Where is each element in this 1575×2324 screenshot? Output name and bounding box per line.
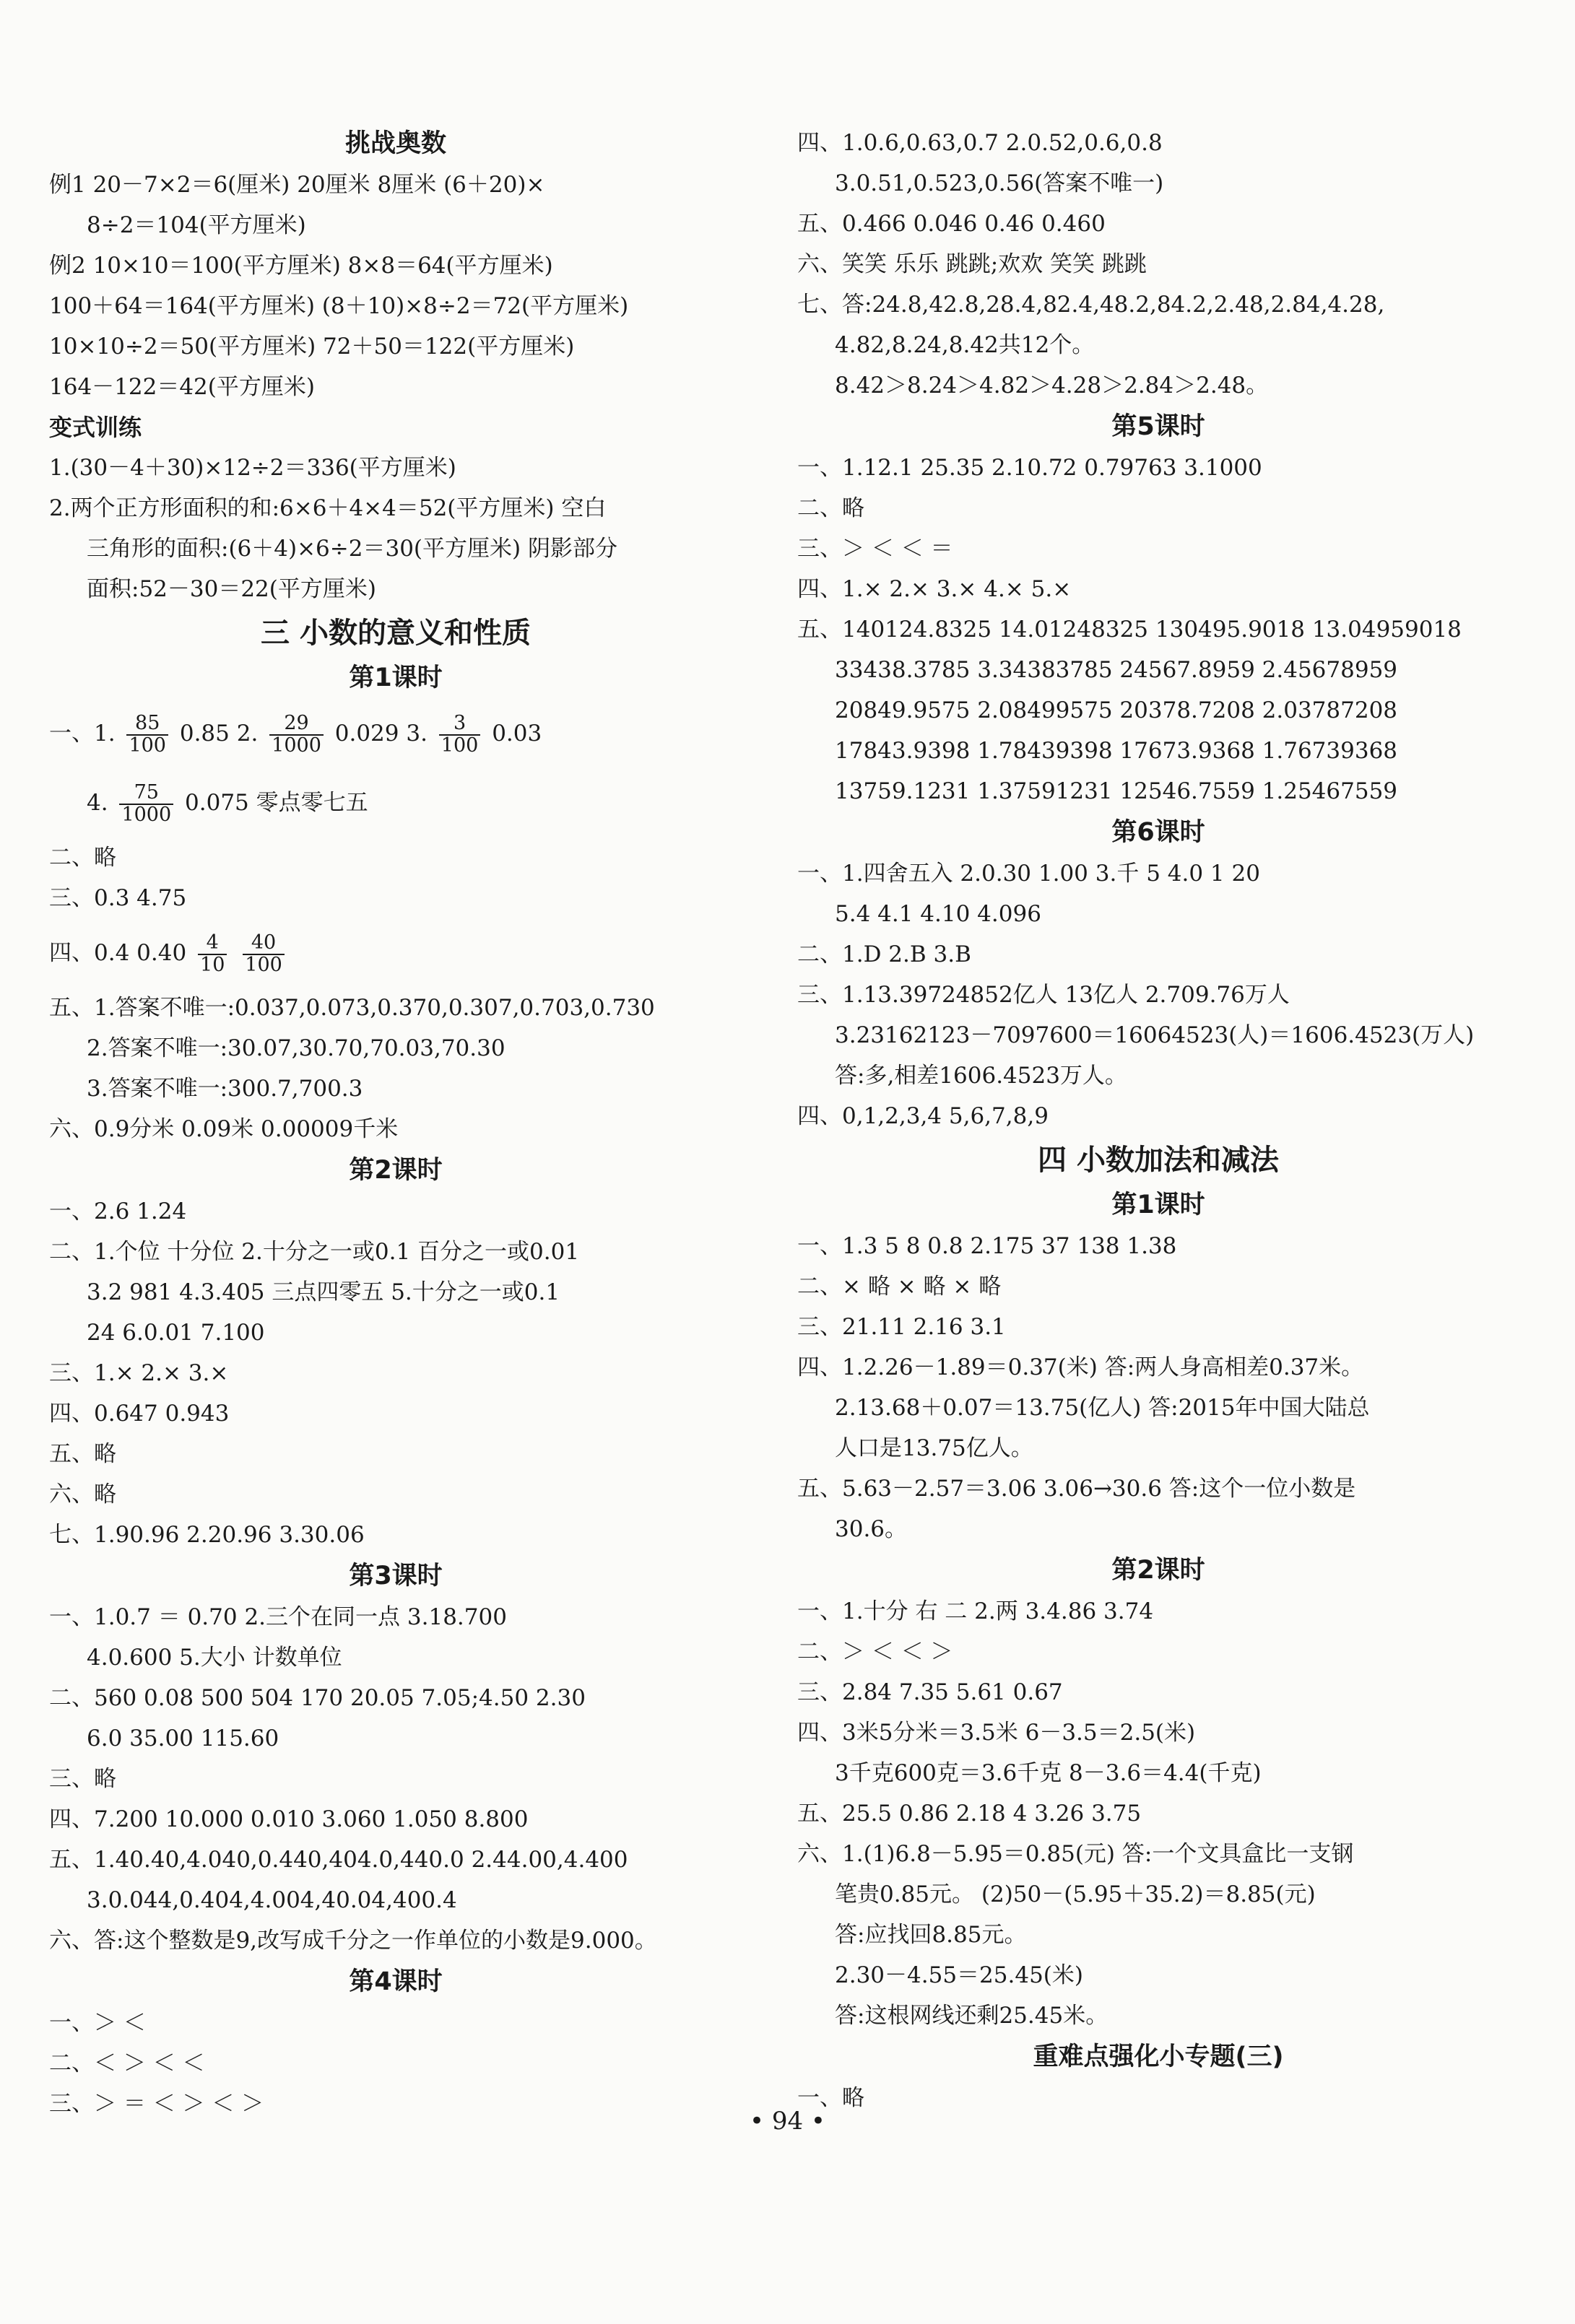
answer-line: 五、0.466 0.046 0.46 0.460 <box>797 211 1106 237</box>
answer-line: 四、1.× 2.× 3.× 4.× 5.× <box>797 576 1072 602</box>
unit-title: 三 小数的意义和性质 <box>261 617 531 650</box>
answer-line: 六、答:这个整数是9,改写成千分之一作单位的小数是9.000。 <box>49 1928 657 1954</box>
denominator: 100 <box>129 734 166 757</box>
answer-line: 五、1.答案不唯一:0.037,0.073,0.370,0.307,0.703,0.730 <box>49 995 655 1021</box>
lesson-heading: 第2课时 <box>1111 1556 1205 1585</box>
denominator: 100 <box>441 734 479 757</box>
lesson-heading: 第4课时 <box>349 1967 443 1996</box>
answer-line: 四、3米5分米＝3.5米 6－3.5＝2.5(米) <box>797 1720 1196 1746</box>
answer-line: 二、略 <box>797 495 864 521</box>
answer-line: 四、0.647 0.943 <box>49 1401 230 1427</box>
answer-line: 四、1.0.6,0.63,0.7 2.0.52,0.6,0.8 <box>797 130 1163 156</box>
numerator: 3 <box>439 713 481 735</box>
answer-line: 5.4 4.1 4.10 4.096 <box>835 901 1041 927</box>
denominator: 1000 <box>272 734 321 757</box>
answer-line: 二、＞ ＜ ＜ ＞ <box>797 1639 953 1665</box>
lesson-heading: 第2课时 <box>349 1156 443 1185</box>
answer-text: 0.85 2. <box>179 721 259 747</box>
answer-line: 10×10÷2＝50(平方厘米) 72＋50＝122(平方厘米) <box>49 334 575 360</box>
answer-line: 五、略 <box>49 1441 116 1467</box>
page-number: • 94 • <box>750 2107 825 2136</box>
answer-line: 七、1.90.96 2.20.96 3.30.06 <box>49 1522 365 1548</box>
answer-line: 一、1.12.1 25.35 2.10.72 0.79763 3.1000 <box>797 455 1262 481</box>
answer-line: 24 6.0.01 7.100 <box>87 1320 265 1346</box>
answer-line: 20849.9575 2.08499575 20378.7208 2.03787208 <box>835 697 1398 723</box>
answer-line: 笔贵0.85元。 (2)50－(5.95＋35.2)＝8.85(元) <box>835 1881 1316 1907</box>
answer-line: 一、1.四舍五入 2.0.30 1.00 3.千 5 4.0 1 20 <box>797 861 1260 887</box>
fraction <box>269 713 324 756</box>
challenge-heading: 挑战奥数 <box>344 129 446 158</box>
answer-line: 二、1.D 2.B 3.B <box>797 941 971 967</box>
answer-line: 六、略 <box>49 1481 116 1507</box>
denominator: 100 <box>245 953 282 976</box>
answer-line: 六、0.9分米 0.09米 0.00009千米 <box>49 1116 399 1142</box>
answer-line: 3.答案不唯一:300.7,700.3 <box>87 1076 363 1102</box>
denominator: 10 <box>200 953 225 976</box>
numerator: 75 <box>119 783 173 804</box>
answer-line: 一、1.十分 右 二 2.两 3.4.86 3.74 <box>797 1598 1154 1624</box>
answer-line: 30.6。 <box>835 1516 908 1542</box>
left-column <box>49 123 742 2124</box>
special-topic-heading: 重难点强化小专题(三) <box>1033 2042 1284 2071</box>
answer-line: 3.0.51,0.523,0.56(答案不唯一) <box>835 170 1164 196</box>
answer-line: 2.13.68＋0.07＝13.75(亿人) 答:2015年中国大陆总 <box>835 1395 1370 1421</box>
answer-line: 答:这根网线还剩25.45米。 <box>835 2003 1108 2029</box>
answer-line: 33438.3785 3.34383785 24567.8959 2.45678959 <box>835 657 1398 683</box>
numerator: 4 <box>198 933 227 954</box>
answer-text: 四、0.4 0.40 <box>49 940 187 966</box>
answer-line: 四、1.2.26－1.89＝0.37(米) 答:两人身高相差0.37米。 <box>797 1354 1364 1380</box>
answer-line: 二、560 0.08 500 504 170 20.05 7.05;4.50 2.30 <box>49 1685 586 1711</box>
answer-line: 三、0.3 4.75 <box>49 885 187 911</box>
answer-line: 一、2.6 1.24 <box>49 1198 187 1224</box>
answer-line: 三、略 <box>49 1766 116 1792</box>
answer-line: 8.42＞8.24＞4.82＞4.28＞2.84＞2.48。 <box>835 373 1269 399</box>
answer-line: 答:多,相差1606.4523万人。 <box>835 1063 1127 1089</box>
answer-line: 二、略 <box>49 845 116 871</box>
answer-line: 6.0 35.00 115.60 <box>87 1725 279 1751</box>
lesson-heading: 第6课时 <box>1111 818 1205 847</box>
answer-line: 3.23162123－7097600＝16064523(人)＝1606.4523(万人) <box>835 1022 1475 1048</box>
answer-line: 七、答:24.8,42.8,28.4,82.4,48.2,84.2,2.48,2.84,4.28, <box>797 292 1385 318</box>
answer-line: 3千克600克＝3.6千克 8－3.6＝4.4(千克) <box>835 1760 1262 1786</box>
answer-line: 例1 20－7×2＝6(厘米) 20厘米 8厘米 (6＋20)× <box>49 172 545 198</box>
answer-line: 一、＞ ＜ <box>49 2010 146 2036</box>
answer-line: 三、2.84 7.35 5.61 0.67 <box>797 1679 1063 1705</box>
answer-text: 4. <box>87 790 108 816</box>
answer-line: 六、1.(1)6.8－5.95＝0.85(元) 答:一个文具盒比一支钢 <box>797 1841 1354 1867</box>
answer-line: 面积:52－30＝22(平方厘米) <box>87 576 376 602</box>
answer-line: 三、21.11 2.16 3.1 <box>797 1314 1006 1340</box>
numerator: 29 <box>269 713 324 735</box>
answer-line: 一、1.3 5 8 0.8 2.175 37 138 1.38 <box>797 1233 1177 1259</box>
answer-line: 13759.1231 1.37591231 12546.7559 1.25467559 <box>835 778 1398 804</box>
answer-line: 3.0.044,0.404,4.004,40.04,400.4 <box>87 1887 457 1913</box>
answer-line: 1.(30－4＋30)×12÷2＝336(平方厘米) <box>49 455 456 481</box>
variant-heading: 变式训练 <box>49 414 142 441</box>
answer-line-fractions <box>49 768 742 837</box>
answer-line: 五、140124.8325 14.01248325 130495.9018 13.04959018 <box>797 617 1462 643</box>
answer-line: 17843.9398 1.78439398 17673.9368 1.76739368 <box>835 738 1398 764</box>
answer-text: 0.075 零点零七五 <box>185 790 368 816</box>
answer-line: 164－122＝42(平方厘米) <box>49 374 315 400</box>
answer-line: 2.两个正方形面积的和:6×6＋4×4＝52(平方厘米) 空白 <box>49 495 607 521</box>
answer-line: 六、笑笑 乐乐 跳跳;欢欢 笑笑 跳跳 <box>797 251 1147 277</box>
answer-line: 人口是13.75亿人。 <box>835 1435 1033 1461</box>
answer-line: 2.30－4.55＝25.45(米) <box>835 1962 1083 1988</box>
answer-line: 例2 10×10＝100(平方厘米) 8×8＝64(平方厘米) <box>49 253 553 279</box>
answer-line: 三、＞ ＝ ＜ ＞ ＜ ＞ <box>49 2091 264 2117</box>
answer-line: 3.2 981 4.3.405 三点四零五 5.十分之一或0.1 <box>87 1279 560 1305</box>
denominator: 1000 <box>121 803 172 826</box>
answer-line: 五、5.63－2.57＝3.06 3.06→30.6 答:这个一位小数是 <box>797 1476 1356 1502</box>
lesson-heading: 第3课时 <box>349 1562 443 1590</box>
answer-line: 四、7.200 10.000 0.010 3.060 1.050 8.800 <box>49 1806 529 1832</box>
answer-line: 4.82,8.24,8.42共12个。 <box>835 332 1095 358</box>
answer-line: 一、略 <box>797 2085 864 2111</box>
fraction <box>126 713 168 756</box>
answer-line: 8÷2＝104(平方厘米) <box>87 212 306 238</box>
numerator: 40 <box>243 933 285 954</box>
fraction <box>439 713 481 756</box>
fraction <box>198 933 227 975</box>
fraction <box>119 783 173 825</box>
answer-text: 0.029 3. <box>334 721 428 747</box>
answer-line-fractions <box>49 699 742 768</box>
answer-text: 一、1. <box>49 721 116 747</box>
lesson-heading: 第1课时 <box>349 663 443 692</box>
answer-line: 五、25.5 0.86 2.18 4 3.26 3.75 <box>797 1801 1142 1827</box>
answer-line: 三、1.13.39724852亿人 13亿人 2.709.76万人 <box>797 982 1290 1008</box>
unit-title: 四 小数加法和减法 <box>1038 1144 1279 1177</box>
answer-line: 三角形的面积:(6＋4)×6÷2＝30(平方厘米) 阴影部分 <box>87 536 617 562</box>
answer-line: 二、＜ ＞ ＜ ＜ <box>49 2050 205 2076</box>
right-column <box>797 123 1519 2118</box>
answer-line: 100＋64＝164(平方厘米) (8＋10)×8÷2＝72(平方厘米) <box>49 293 629 319</box>
numerator: 85 <box>126 713 168 735</box>
answer-line-fractions <box>49 918 742 988</box>
answer-line: 五、1.40.40,4.040,0.440,404.0,440.0 2.44.00,4.400 <box>49 1847 628 1873</box>
answer-line: 二、1.个位 十分位 2.十分之一或0.1 百分之一或0.01 <box>49 1239 580 1265</box>
answer-line: 三、1.× 2.× 3.× <box>49 1360 229 1386</box>
answer-line: 2.答案不唯一:30.07,30.70,70.03,70.30 <box>87 1035 506 1061</box>
lesson-heading: 第1课时 <box>1111 1191 1205 1219</box>
answer-line: 二、× 略 × 略 × 略 <box>797 1274 1002 1300</box>
answer-line: 三、＞ ＜ ＜ ＝ <box>797 536 953 562</box>
lesson-heading: 第5课时 <box>1111 412 1205 441</box>
answer-text: 0.03 <box>492 721 542 747</box>
answer-line: 答:应找回8.85元。 <box>835 1922 1027 1948</box>
answer-line: 四、0,1,2,3,4 5,6,7,8,9 <box>797 1103 1049 1129</box>
answer-line: 一、1.0.7 ＝ 0.70 2.三个在同一点 3.18.700 <box>49 1604 507 1630</box>
answer-line: 4.0.600 5.大小 计数单位 <box>87 1645 342 1671</box>
fraction <box>243 933 285 975</box>
